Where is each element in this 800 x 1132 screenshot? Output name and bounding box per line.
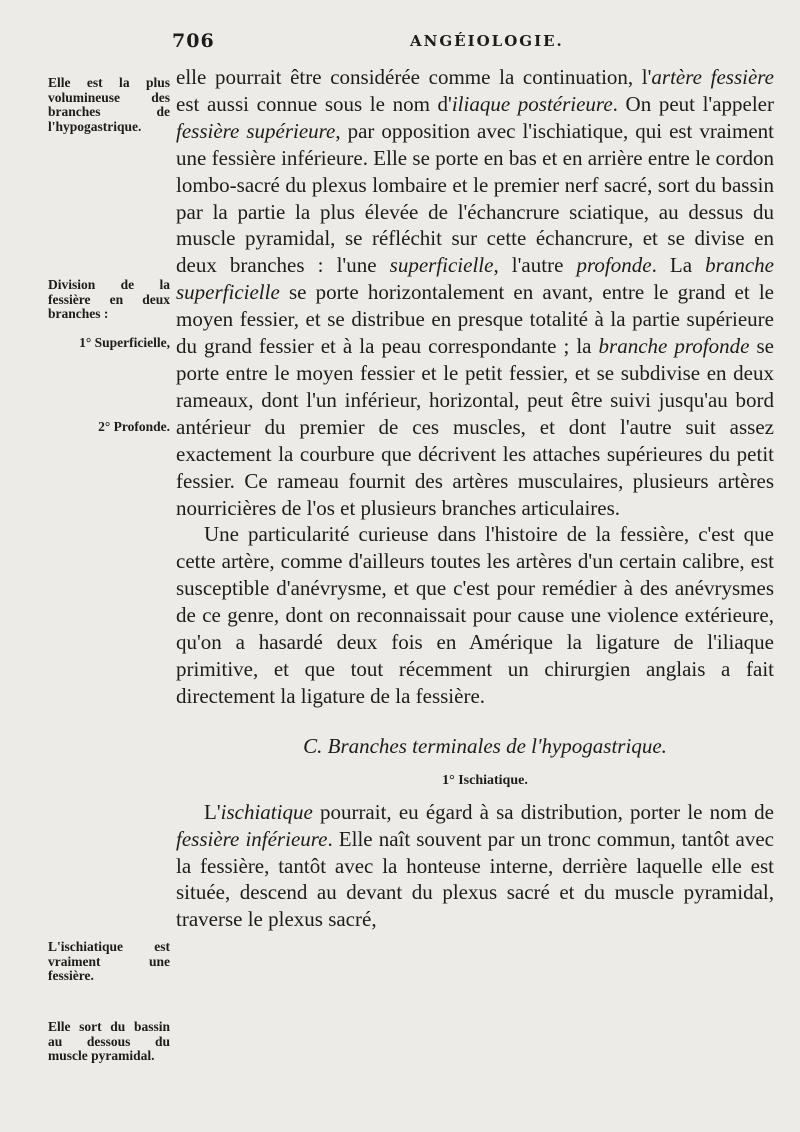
- margin-note: Division de la fessière en deux branches :: [48, 277, 170, 321]
- page-number: 706: [172, 30, 215, 52]
- margin-note: L'ischiatique est vraiment une fessière.: [48, 939, 170, 983]
- section-title: C. Branches terminales de l'hypogastrique.: [303, 733, 667, 758]
- page-header: [172, 30, 772, 56]
- margin-note: Elle est la plus volumineuse des branches de l'hypogastrique.: [48, 75, 170, 134]
- margin-note: 1° Superficielle,: [79, 335, 170, 350]
- main-text: [176, 64, 774, 933]
- paragraph: elle pourrait être considérée comme la continuation, l'artère fessière est aussi connue sous le nom d'iliaque postérieure. On peut l'appeler fessière supérieure, par opposition avec l'ischiatique, qui est vraiment une fessière inférieure. Elle se porte en bas et en arrière entre le cordon lombo-sacré du plexus lombaire et le premier nerf sacré, sort du bassin par la partie la plus élevée de l'échancrure sciatique, au dessus du muscle pyramidal, se réfléchit sur cette échancrure, et se divise en deux branches : l'une superficielle, l'autre profonde. La branche superficielle se porte horizontalement en avant, entre le grand et le moyen fessier, et se distribue en presque totalité à la partie supérieure du grand fessier et à la peau correspondante ; la branche profonde se porte entre le moyen fessier et le petit fessier, et se subdivise en deux rameaux, dont l'un inférieur, horizontal, peut être suivi jusqu'au bord antérieur du premier de ces muscles, et dont l'autre suit assez exactement la courbure que décrivent les attaches supérieures du petit fessier. Ce rameau fournit des artères musculaires, plusieurs artères nourricières de l'os et plusieurs branches articulaires.: [176, 65, 775, 520]
- margin-note: Elle sort du bassin au dessous du muscle pyramidal.: [48, 1019, 170, 1063]
- paragraph: Une particularité curieuse dans l'histoire de la fessière, c'est que cette artère, comme d'ailleurs toutes les artères d'un certain calibre, est susceptible d'anévrysme, et que c'est pour remédier à des anévrysmes de ce genre, dont on reconnaissait pour cause une violence extérieure, qu'on a hasardé deux fois en Amérique la ligature de l'iliaque primitive, et que tout récemment un chirurgien anglais a fait directement la ligature de la fessière.: [176, 522, 774, 708]
- running-head: ANGÉIOLOGIE.: [410, 32, 564, 50]
- subsection-title: 1° Ischiatique.: [442, 772, 528, 788]
- margin-note: 2° Profonde.: [98, 419, 170, 434]
- paragraph: L'ischiatique pourrait, eu égard à sa distribution, porter le nom de fessière inférieure. Elle naît souvent par un tronc commun, tantôt avec la fessière, tantôt avec la honteuse interne, derrière laquelle elle est située, descend au devant du plexus sacré et du muscle pyramidal, traverse le plexus sacré,: [176, 799, 775, 932]
